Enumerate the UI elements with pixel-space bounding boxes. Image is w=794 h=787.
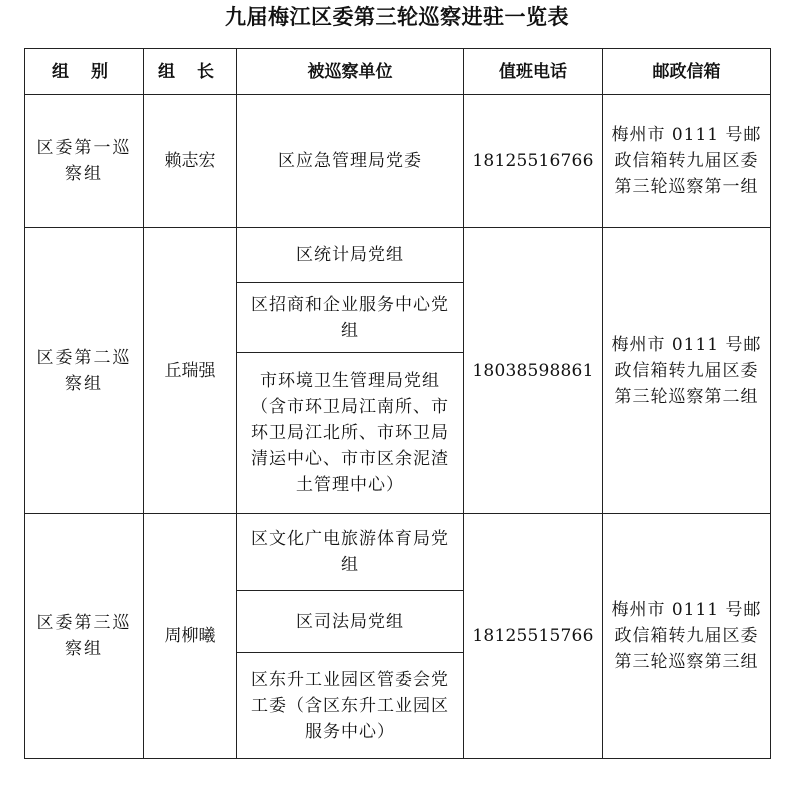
table-row	[25, 228, 771, 283]
mailbox-cell: 梅州市 0111 号邮政信箱转九届区委第三轮巡察第一组	[603, 95, 771, 228]
table-row	[25, 514, 771, 591]
header-mailbox: 邮政信箱	[603, 49, 771, 95]
header-group: 组 别	[25, 49, 144, 95]
mailbox-cell: 梅州市 0111 号邮政信箱转九届区委第三轮巡察第三组	[603, 514, 771, 759]
unit-cell: 区统计局党组	[237, 228, 464, 283]
unit-cell: 区应急管理局党委	[237, 95, 464, 228]
unit-cell: 市环境卫生管理局党组（含市环卫局江南所、市环卫局江北所、市环卫局清运中心、市市区余泥渣土管理中心）	[237, 353, 464, 514]
phone-cell: 18038598861	[464, 228, 603, 514]
page-title: 九届梅江区委第三轮巡察进驻一览表	[225, 4, 569, 29]
group-name-cell: 区委第一巡察组	[25, 95, 144, 228]
header-phone: 值班电话	[464, 49, 603, 95]
unit-cell: 区文化广电旅游体育局党组	[237, 514, 464, 591]
leader-cell: 周柳曦	[144, 514, 237, 759]
phone-cell: 18125515766	[464, 514, 603, 759]
unit-cell: 区招商和企业服务中心党组	[237, 283, 464, 353]
table-row	[25, 95, 771, 228]
header-row	[25, 49, 771, 95]
header-leader: 组 长	[144, 49, 237, 95]
inspection-table	[24, 48, 771, 759]
leader-cell: 赖志宏	[144, 95, 237, 228]
group-name-cell: 区委第三巡察组	[25, 514, 144, 759]
header-unit: 被巡察单位	[237, 49, 464, 95]
unit-cell: 区司法局党组	[237, 591, 464, 653]
mailbox-cell: 梅州市 0111 号邮政信箱转九届区委第三轮巡察第二组	[603, 228, 771, 514]
group-name-cell: 区委第二巡察组	[25, 228, 144, 514]
leader-cell: 丘瑞强	[144, 228, 237, 514]
phone-cell: 18125516766	[464, 95, 603, 228]
unit-cell: 区东升工业园区管委会党工委（含区东升工业园区服务中心）	[237, 653, 464, 759]
